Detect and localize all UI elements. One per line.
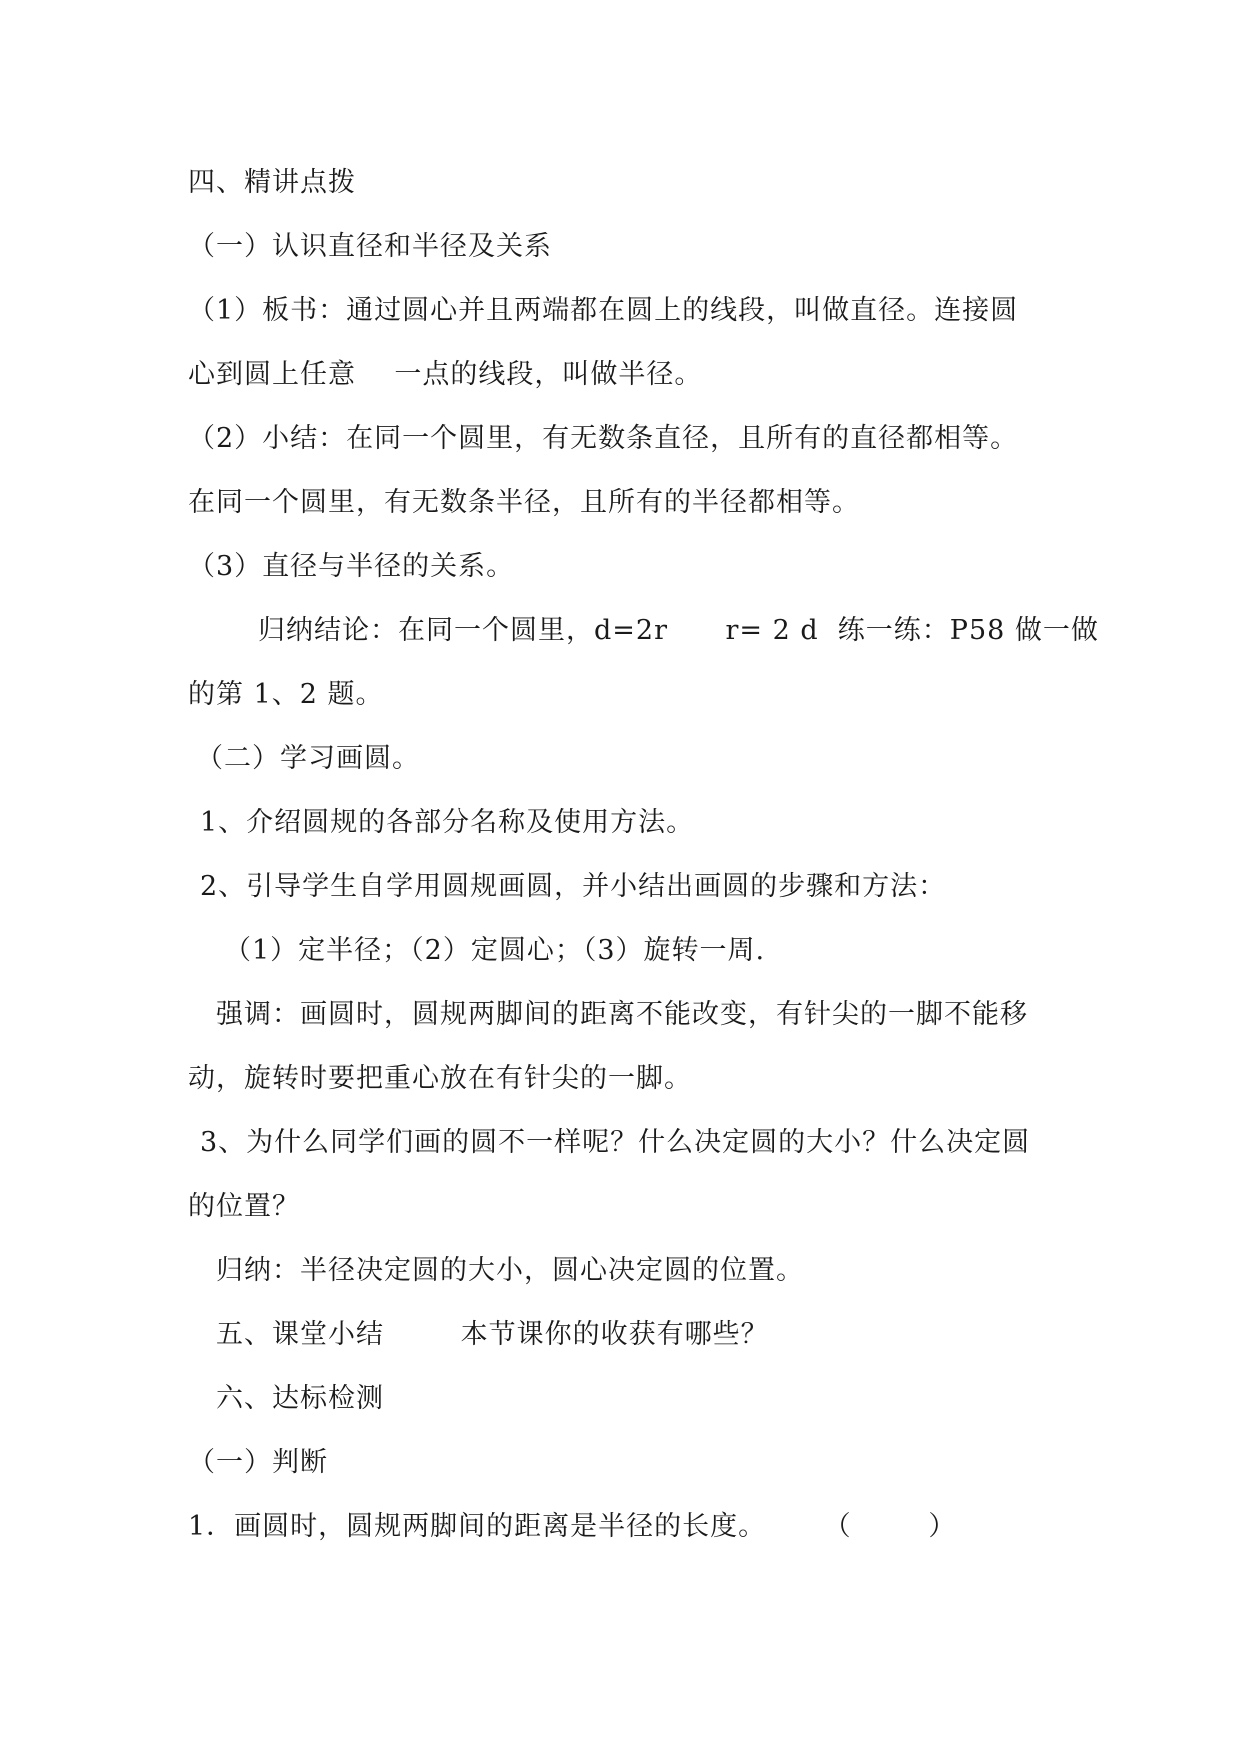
subsection-heading-2: （二）学习画圆。: [196, 743, 420, 774]
conclusion-line: 归纳结论：在同一个圆里，d=2r r= 2 d 练一练：P58 做一做: [258, 615, 1099, 646]
list-item: 3、为什么同学们画的圆不一样呢？什么决定圆的大小？什么决定圆: [200, 1127, 1031, 1158]
steps-line: （1）定半径；（2）定圆心；（3）旋转一周.: [224, 935, 766, 966]
paragraph-line: 在同一个圆里，有无数条半径，且所有的半径都相等。: [188, 487, 860, 518]
question-line: 1．画圆时，圆规两脚间的距离是半径的长度。 （ ）: [188, 1511, 957, 1542]
paragraph-line: 的第 1、2 题。: [188, 679, 384, 710]
paragraph-line: 的位置？: [188, 1191, 300, 1222]
section-heading-6: 六、达标检测: [216, 1383, 384, 1414]
paragraph-line: （3）直径与半径的关系。: [188, 551, 515, 582]
section-heading-5: 五、课堂小结 本节课你的收获有哪些？: [216, 1319, 769, 1350]
subsection-heading-judge: （一）判断: [188, 1447, 328, 1478]
section-heading-4: 四、精讲点拨: [188, 167, 356, 198]
paragraph-line: 心到圆上任意 一点的线段，叫做半径。: [188, 359, 703, 390]
summary-line: 归纳：半径决定圆的大小，圆心决定圆的位置。: [216, 1255, 804, 1286]
paragraph-line: （2）小结：在同一个圆里，有无数条直径，且所有的直径都相等。: [188, 423, 1019, 454]
emphasis-line: 强调：画圆时，圆规两脚间的距离不能改变，有针尖的一脚不能移: [216, 999, 1028, 1030]
list-item: 2、引导学生自学用圆规画圆，并小结出画圆的步骤和方法：: [200, 871, 947, 902]
paragraph-line: 动，旋转时要把重心放在有针尖的一脚。: [188, 1063, 692, 1094]
paragraph-line: （1）板书：通过圆心并且两端都在圆上的线段，叫做直径。连接圆: [188, 295, 1019, 326]
list-item: 1、介绍圆规的各部分名称及使用方法。: [200, 807, 695, 838]
subsection-heading-1: （一）认识直径和半径及关系: [188, 231, 552, 262]
